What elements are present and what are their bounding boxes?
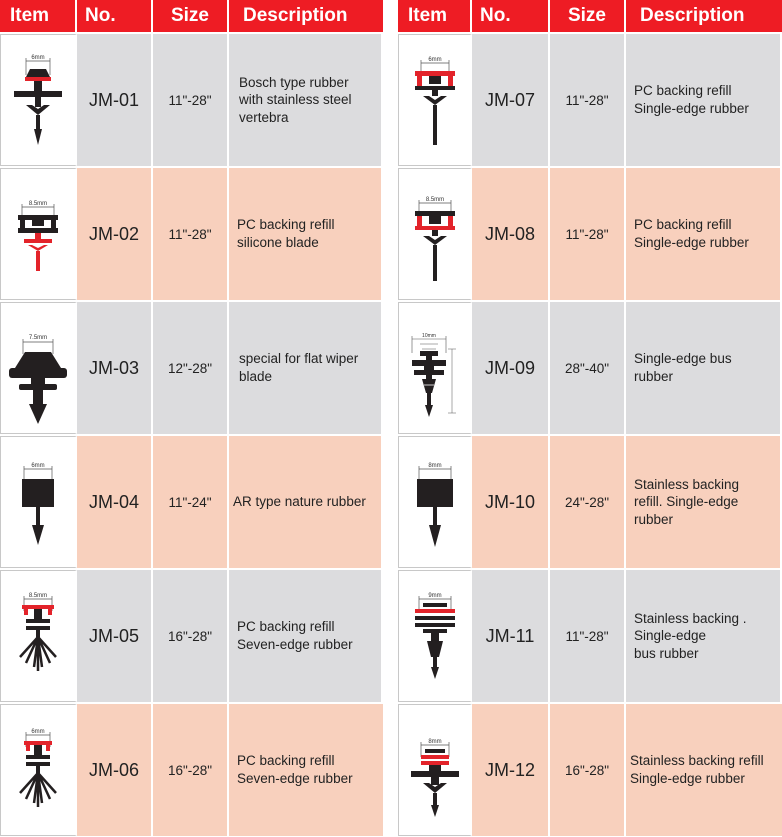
- header-size: Size: [550, 0, 626, 32]
- header-description: Description: [626, 0, 782, 32]
- item-number: JM-03: [77, 302, 153, 434]
- item-number: JM-07: [472, 34, 550, 166]
- header-no: No.: [472, 0, 550, 32]
- item-size: 16"-28": [153, 704, 229, 836]
- single-edge-rubber-icon: [405, 45, 465, 155]
- svg-text:8mm: 8mm: [427, 463, 442, 469]
- bus-rubber-icon: [405, 581, 465, 691]
- item-image: [0, 168, 77, 300]
- bosch-type-rubber-icon: [8, 45, 68, 155]
- svg-text:6mm: 6mm: [31, 729, 45, 735]
- header-item: Item: [0, 0, 77, 32]
- item-image: [398, 168, 472, 300]
- seven-edge-rubber-icon: [8, 581, 68, 691]
- item-size: 16"-28": [550, 704, 626, 836]
- item-description: AR type nature rubber: [229, 436, 383, 568]
- item-description: PC backing refill Single-edge rubber: [626, 168, 782, 300]
- single-edge-rubber-icon: [405, 179, 465, 289]
- item-size: 16"-28": [153, 570, 229, 702]
- item-image: [0, 704, 77, 836]
- header-item: Item: [398, 0, 472, 32]
- item-size: 12"-28": [153, 302, 229, 434]
- svg-text:10mm: 10mm: [421, 333, 436, 339]
- item-size: 11"-28": [153, 168, 229, 300]
- header-description: Description: [229, 0, 383, 32]
- item-description: PC backing refill Seven-edge rubber: [229, 570, 383, 702]
- item-image: [0, 436, 77, 568]
- item-number: JM-09: [472, 302, 550, 434]
- item-size: 24"-28": [550, 436, 626, 568]
- item-image: [398, 704, 472, 836]
- item-description: special for flat wiper blade: [229, 302, 383, 434]
- header-no: No.: [77, 0, 153, 32]
- item-image: [0, 570, 77, 702]
- item-description: PC backing refill Seven-edge rubber: [229, 704, 383, 836]
- item-description: Stainless backing refill Single-edge rubber: [626, 704, 782, 836]
- item-number: JM-02: [77, 168, 153, 300]
- svg-text:8.5mm: 8.5mm: [28, 593, 48, 599]
- item-image: [398, 436, 472, 568]
- ar-type-rubber-icon: [8, 447, 68, 557]
- item-size: 11"-28": [550, 168, 626, 300]
- item-number: JM-11: [472, 570, 550, 702]
- item-image: [0, 34, 77, 166]
- svg-text:7.5mm: 7.5mm: [28, 335, 48, 341]
- item-description: Stainless backing refill. Single-edge rubber: [626, 436, 782, 568]
- svg-text:6mm: 6mm: [31, 55, 45, 61]
- item-size: 11"-24": [153, 436, 229, 568]
- item-number: JM-01: [77, 34, 153, 166]
- silicone-blade-icon: [8, 179, 68, 289]
- item-number: JM-08: [472, 168, 550, 300]
- flat-wiper-blade-icon: [5, 310, 71, 426]
- item-description: Bosch type rubber with stainless steel vertebra: [229, 34, 383, 166]
- item-size: 11"-28": [550, 34, 626, 166]
- item-image: [0, 302, 77, 434]
- item-size: 11"-28": [550, 570, 626, 702]
- svg-text:9mm: 9mm: [427, 593, 442, 599]
- item-description: PC backing refill Single-edge rubber: [626, 34, 782, 166]
- item-image: [398, 570, 472, 702]
- item-number: JM-04: [77, 436, 153, 568]
- item-number: JM-06: [77, 704, 153, 836]
- item-number: JM-05: [77, 570, 153, 702]
- item-description: PC backing refill silicone blade: [229, 168, 383, 300]
- svg-text:6mm: 6mm: [427, 57, 442, 63]
- stainless-backing-icon: [405, 447, 465, 557]
- header-size: Size: [153, 0, 229, 32]
- product-table-left: [0, 0, 383, 836]
- item-description: Stainless backing . Single-edge bus rubber: [626, 570, 782, 702]
- item-description: Single-edge bus rubber: [626, 302, 782, 434]
- item-number: JM-12: [472, 704, 550, 836]
- svg-text:8mm: 8mm: [427, 739, 442, 745]
- svg-text:8.5mm: 8.5mm: [28, 201, 48, 207]
- item-size: 28"-40": [550, 302, 626, 434]
- stainless-backing-icon: [405, 715, 465, 825]
- item-number: JM-10: [472, 436, 550, 568]
- item-image: [398, 34, 472, 166]
- svg-text:6mm: 6mm: [31, 463, 45, 469]
- bus-rubber-icon: [402, 313, 468, 423]
- seven-edge-rubber-icon: [8, 715, 68, 825]
- item-size: 11"-28": [153, 34, 229, 166]
- item-image: [398, 302, 472, 434]
- svg-text:8.5mm: 8.5mm: [425, 197, 444, 203]
- product-table-right: [398, 0, 782, 836]
